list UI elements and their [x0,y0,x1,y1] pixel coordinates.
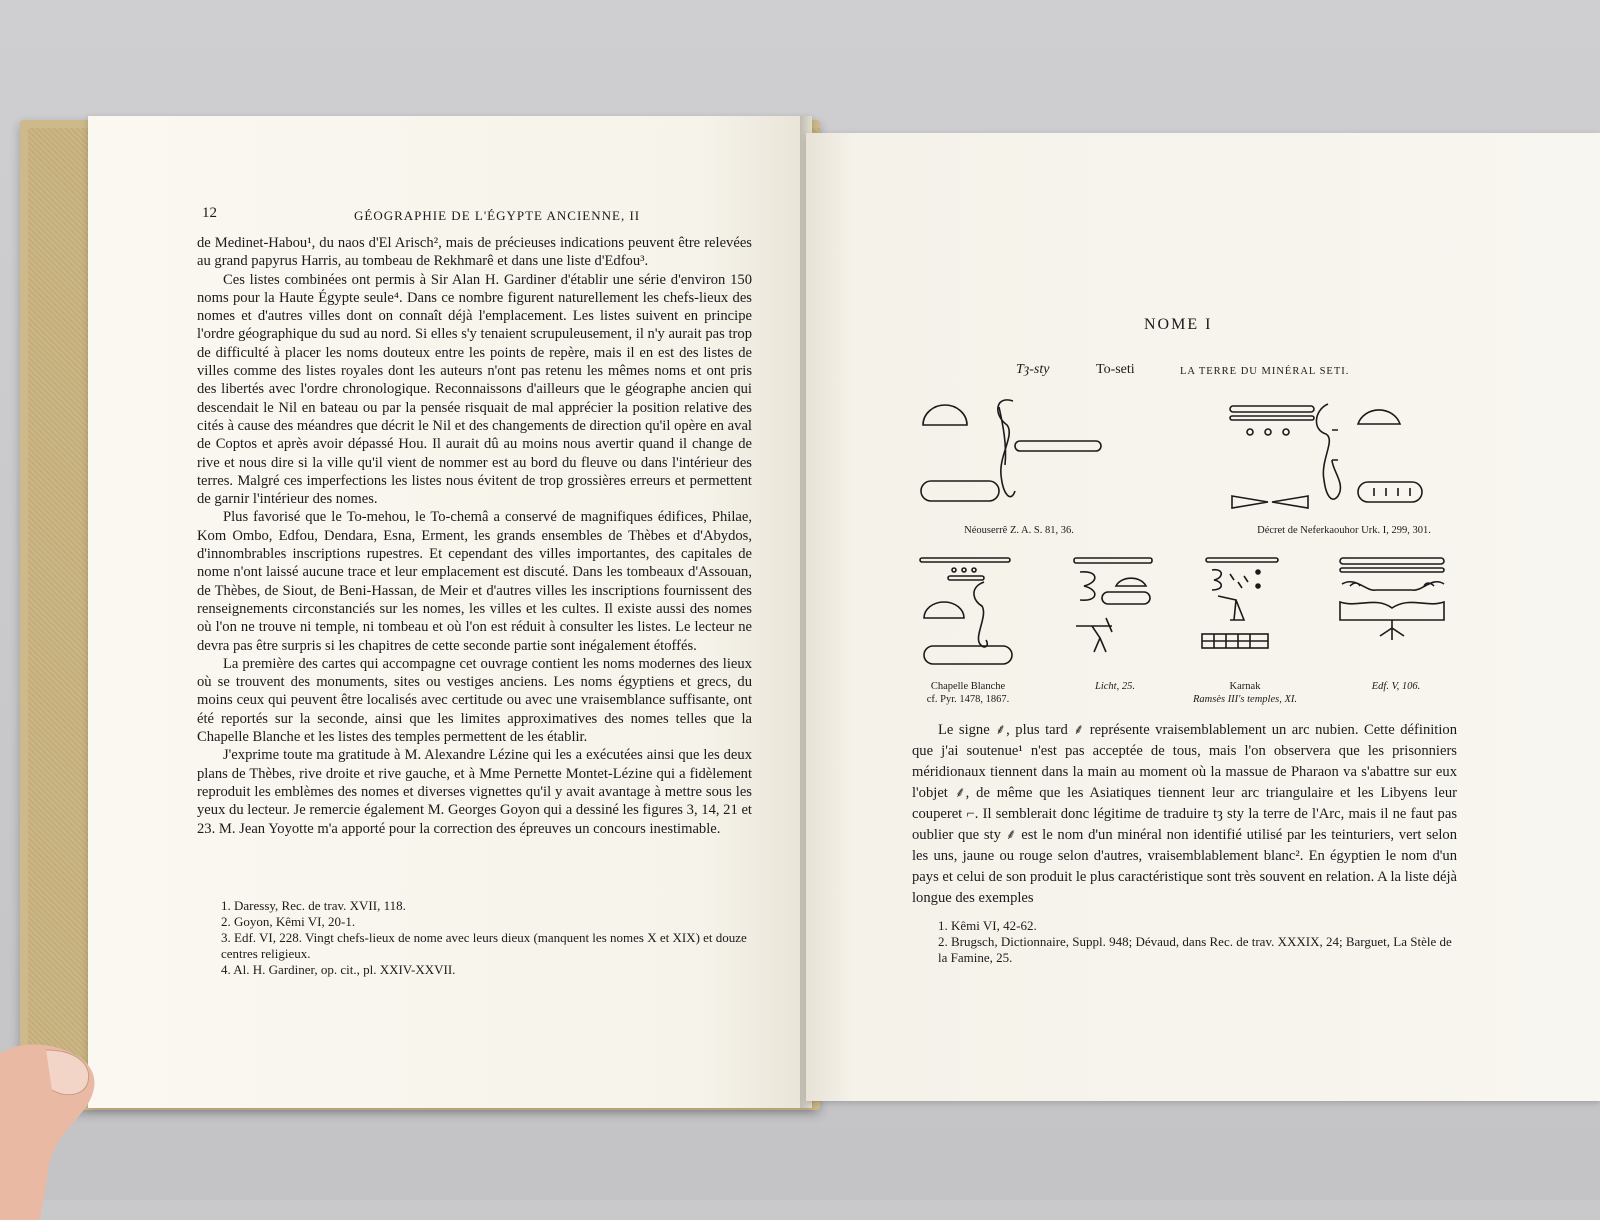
footnote-1: 1. Daressy, Rec. de trav. XVII, 118. [221,898,406,913]
caption-neferkaouhor: Décret de Neferkaouhor Urk. I, 299, 301. [1257,525,1431,536]
caption-chapelle-line2: cf. Pyr. 1478, 1867. [926,694,1010,705]
thumb-holding-page [0,1020,120,1220]
emblem-licht-glyph [1072,556,1162,668]
footnote-2: 2. Goyon, Kêmi VI, 20-1. [221,914,356,929]
emblem-edfou-glyph [1336,556,1452,668]
caption-chapelle-line1: Chapelle Blanche [930,681,1006,692]
right-footnote-1: 1. Kêmi VI, 42-62. [938,918,1037,933]
left-paragraph-2: Ces listes combinées ont permis à Sir Alan H. Gardiner d'établir une série d'environ 150 noms pour la Haute Égypte seule⁴. Dans ce nombre figurent naturellement les chefs-lieux des nomes et d'autres villes dont on connaît déjà l'emplacement. Les listes suivent en principe l'ordre géographique du sud au nord. Si elles s'y tenaient scrupuleusement, il n'y aurait pas trop de difficulté à placer les noms douteux entre les points de repère, mais il en est des listes de villes comme des listes royales dont les auteurs n'ont pas retenu les mêmes noms et ont pris des libertés avec l'ordre chronologique. Reconnaissons d'ailleurs que le géographe ancien qui descendait le Nil en bateau ou par la pensée risquait de mal apprécier la position relative des cités à cause des méandres que décrit le Nil et des changements de direction qu'il opère en aval de Coptos et après avoir dépassé Hou. Il aurait dû au moins nous avertir quand il change de rive et nous dire si la ville qu'il vient de nommer est au bord du fleuve ou dans l'intérieur des terres. Malgré ces imperfections les listes nous évitent de trop grossières erreurs et permettent de garnir l'intérieur des nomes. [197,271,752,508]
transliteration: Tȝ-sty [1016,362,1050,377]
caption-karnak [1180,680,1310,706]
caption-karnak-line2: Ramsès III's temples, XI. [1192,694,1297,705]
footnote-3: 3. Edf. VI, 228. Vingt chefs-lieux de nome avec leurs dieux (manquent les nomes X et XIX) et douze centres religieux. [221,930,747,961]
left-body-text [197,234,752,838]
right-footnotes [912,918,1457,966]
running-head: GÉOGRAPHIE DE L'ÉGYPTE ANCIENNE, II [354,208,641,223]
caption-licht: Licht, 25. [1095,681,1135,692]
caption-neouserre: Néouserrê Z. A. S. 81, 36. [964,525,1074,536]
right-body-text [912,720,1457,909]
right-footnote-2: 2. Brugsch, Dictionnaire, Suppl. 948; Dévaud, dans Rec. de trav. XXXIX, 24; Barguet, La Stèle de la Famine, 25. [938,934,1452,965]
emblem-neferkaouhor-glyph [1228,400,1448,520]
nome-name: To-seti [1096,362,1135,377]
emblem-neouserre-glyph [915,395,1135,515]
page-number: 12 [202,205,217,221]
right-paragraph-1: Le signe ⸙, plus tard ⸙ représente vraisemblablement un arc nubien. Cette définition que j'ai soutenue¹ n'est pas acceptée de tous, mais l'on observera que les prisonniers méridionaux tiennent dans la main au moment où la massue de Pharaon va s'abattre sur eux l'objet ⸙, de même que les Asiatiques tiennent leur arc triangulaire et les Libyens leur couperet ⌐. Il semblerait donc légitime de traduire tȝ sty la terre de l'Arc, mais il ne faut pas oublier que sty ⸙ est le nom d'un minéral non identifié utilisé par les teinturiers, vert selon les uns, jaune ou rouge selon d'autres, vraisemblablement blanc². En égyptien le nom d'un pays et celui de son produit le plus caractéristique sont très souvent en relation. A la liste déjà longue des exemples [912,722,1457,906]
left-paragraph-1: de Medinet-Habou¹, du naos d'El Arisch², mais de précieuses indications peuvent être relevées au grand papyrus Harris, au tombeau de Rekhmarê et dans une liste d'Edfou³. [197,235,752,270]
left-footnotes [197,898,752,978]
left-paragraph-3: Plus favorisé que le To-mehou, le To-chemâ a conservé de magnifiques édifices, Philae, Kom Ombo, Edfou, Dendara, Esna, Erment, les grands ensembles de Thèbes et d'Abydos, d'innombrables inscriptions rupestres. Et cependant des villes importantes, des capitales de nome n'ont laissé aucune trace et leur emplacement est discuté. Dans les tombeaux d'Assouan, de Thèbes, de Siout, de Beni-Hassan, de Meir et d'autres villes les inscriptions fournissent des renseignements circonstanciés sur les nomes, les villes et les cultes. Il existe aussi des nomes où l'on ne trouve ni temple, ni tombeau et où l'on est réduit à consulter les listes. Le lecteur ne devra pas être surpris si les chapitres de cette seconde partie sont inégalement étoffés. [197,509,752,654]
emblem-chapelle-glyph [918,556,1018,668]
emblem-karnak-glyph [1200,556,1290,668]
left-paragraph-5: J'exprime toute ma gratitude à M. Alexandre Lézine qui les a exécutées ainsi que les deux plans de Thèbes, rive droite et rive gauche, et à Mme Pernette Montet-Lézine qui a fidèlement reproduit les emblèmes des nomes et diverses vignettes qu'il y avait avantage à mettre sous les yeux du lecteur. Je remercie également M. Georges Goyon qui a dessiné les figures 3, 14, 21 et 23. M. Jean Yoyotte m'a apporté pour la correction des épreuves un concours inestimable. [197,747,752,837]
caption-karnak-line1: Karnak [1229,681,1261,692]
nome-meaning: LA TERRE DU MINÉRAL SETI. [1180,366,1350,377]
footnote-4: 4. Al. H. Gardiner, op. cit., pl. XXIV-XXVII. [221,962,456,977]
caption-edfou: Edf. V, 106. [1371,681,1421,692]
nome-heading: NOME I [1144,316,1213,333]
caption-chapelle [908,680,1028,706]
left-paragraph-4: La première des cartes qui accompagne cet ouvrage contient les noms modernes des lieux où se trouvent des monuments, sites ou vestiges anciens. Les noms égyptiens et grecs, du moins ceux qui peuvent être localisés avec certitude ou avec une vraisemblance suffisante, ont été reportés sur la seconde, ainsi que les limites approximatives des nomes telles que la Chapelle Blanche et les listes des temples permettent de les établir. [197,655,752,746]
